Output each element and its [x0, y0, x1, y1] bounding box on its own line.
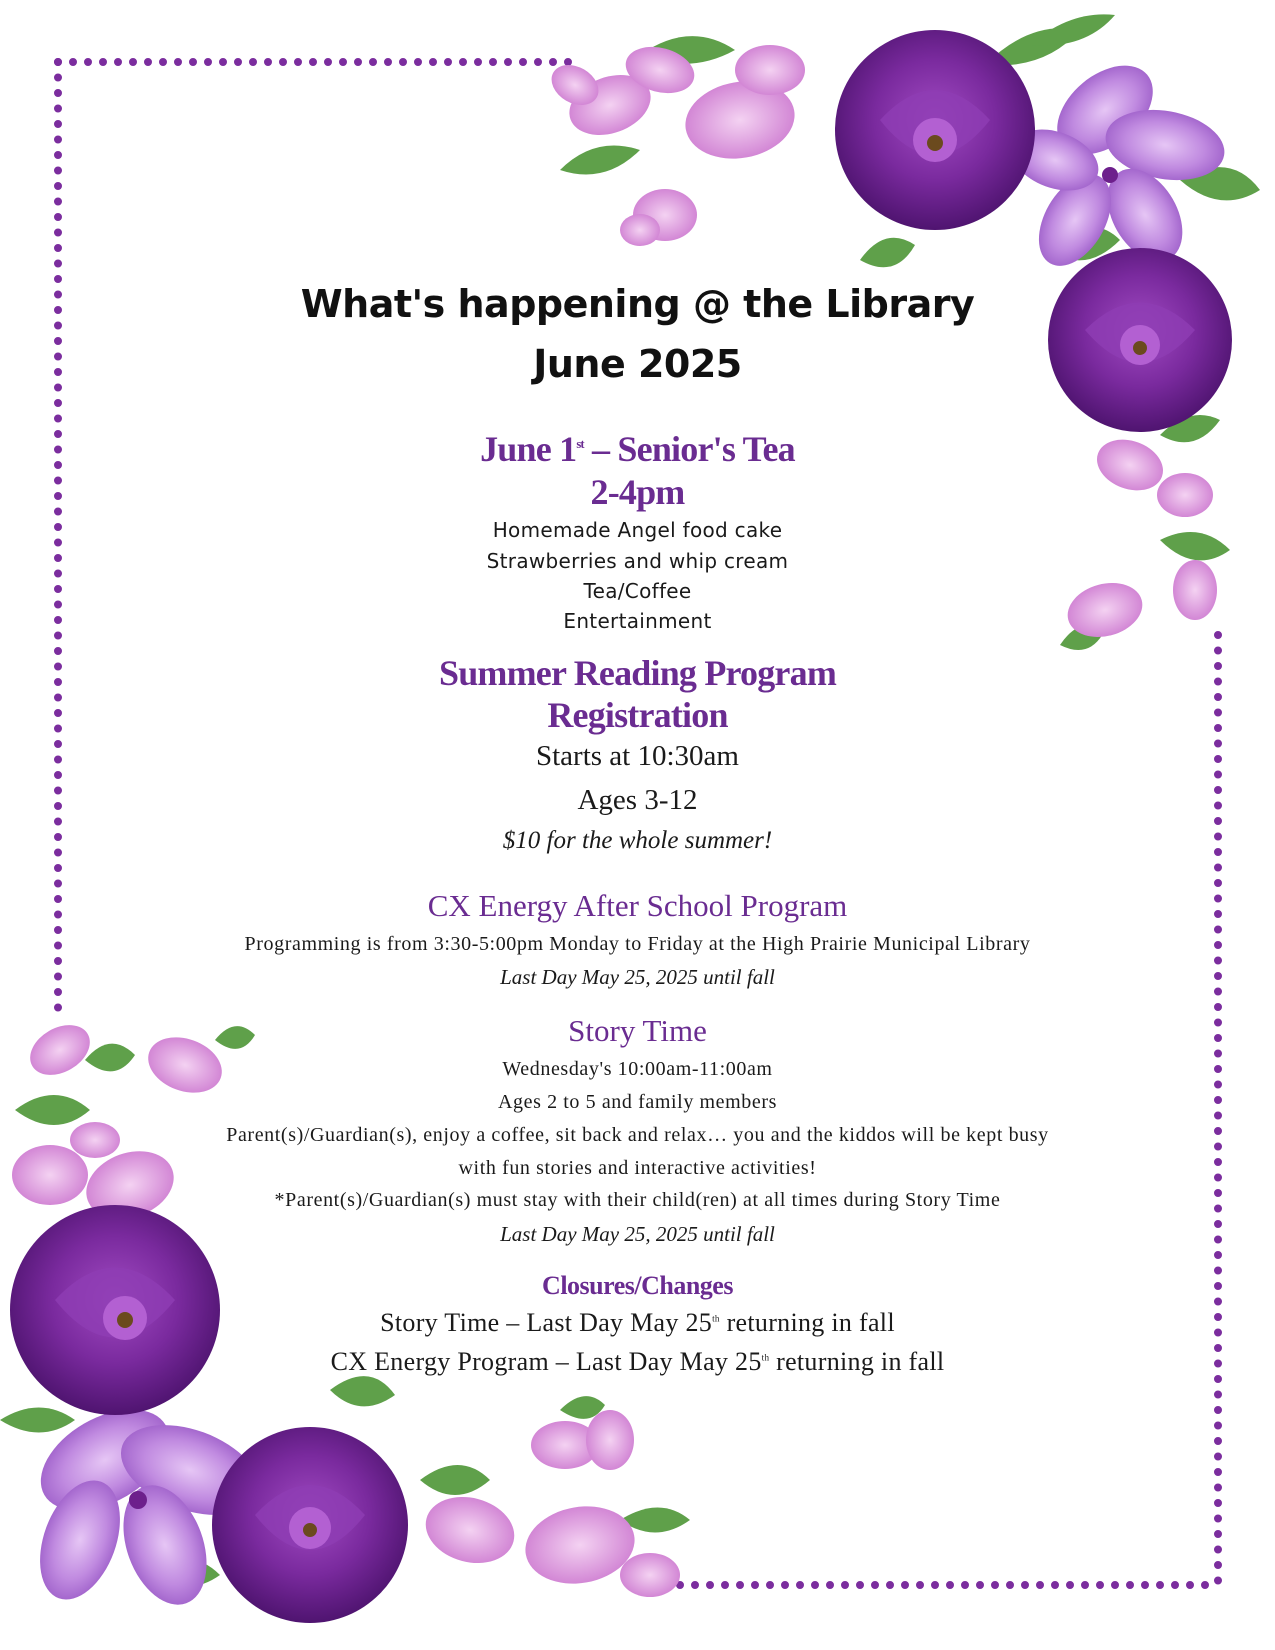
- seniors-tea-item: Tea/Coffee: [583, 579, 692, 603]
- closures-heading: Closures/Changes: [542, 1271, 733, 1300]
- seniors-tea-item: Homemade Angel food cake: [492, 518, 783, 542]
- purple-rose-icon: [835, 30, 1035, 230]
- cx-energy-last-day: Last Day May 25, 2025 until fall: [500, 965, 775, 989]
- summer-reading-start: Starts at 10:30am: [536, 740, 739, 772]
- story-time-last-day: Last Day May 25, 2025 until fall: [500, 1222, 775, 1246]
- summer-reading-ages: Ages 3-12: [577, 784, 698, 816]
- cx-energy-heading: CX Energy After School Program: [427, 888, 848, 923]
- lavender-flower-icon: [1003, 48, 1230, 278]
- story-time-description: Parent(s)/Guardian(s), enjoy a coffee, sit back and relax… you and the kiddos will be kept busy: [226, 1124, 1049, 1146]
- seniors-tea-item: Entertainment: [563, 609, 712, 633]
- summer-reading-price: $10 for the whole summer!: [502, 827, 773, 854]
- seniors-tea-heading: June 1st – Senior's Tea: [480, 429, 795, 469]
- closure-item: Story Time – Last Day May 25th returning in fall: [380, 1308, 895, 1337]
- seniors-tea-item: Strawberries and whip cream: [486, 549, 789, 573]
- story-time-heading: Story Time: [568, 1013, 707, 1048]
- seniors-tea-time: 2-4pm: [590, 472, 685, 512]
- story-time-description: with fun stories and interactive activities!: [458, 1157, 817, 1179]
- cx-energy-details: Programming is from 3:30-5:00pm Monday to Friday at the High Prairie Municipal Library: [244, 933, 1031, 955]
- flyer-month: June 2025: [533, 342, 742, 386]
- closure-item: CX Energy Program – Last Day May 25th returning in fall: [330, 1347, 945, 1376]
- story-time-ages: Ages 2 to 5 and family members: [497, 1091, 778, 1113]
- summer-reading-subheading: Registration: [547, 695, 728, 735]
- purple-rose-icon: [212, 1427, 408, 1623]
- story-time-when: Wednesday's 10:00am-11:00am: [502, 1058, 773, 1080]
- story-time-note: *Parent(s)/Guardian(s) must stay with their child(ren) at all times during Story Time: [274, 1189, 1001, 1211]
- purple-rose-icon: [1048, 248, 1232, 432]
- summer-reading-heading: Summer Reading Program: [438, 653, 837, 693]
- flyer-title: What's happening @ the Library: [300, 282, 975, 326]
